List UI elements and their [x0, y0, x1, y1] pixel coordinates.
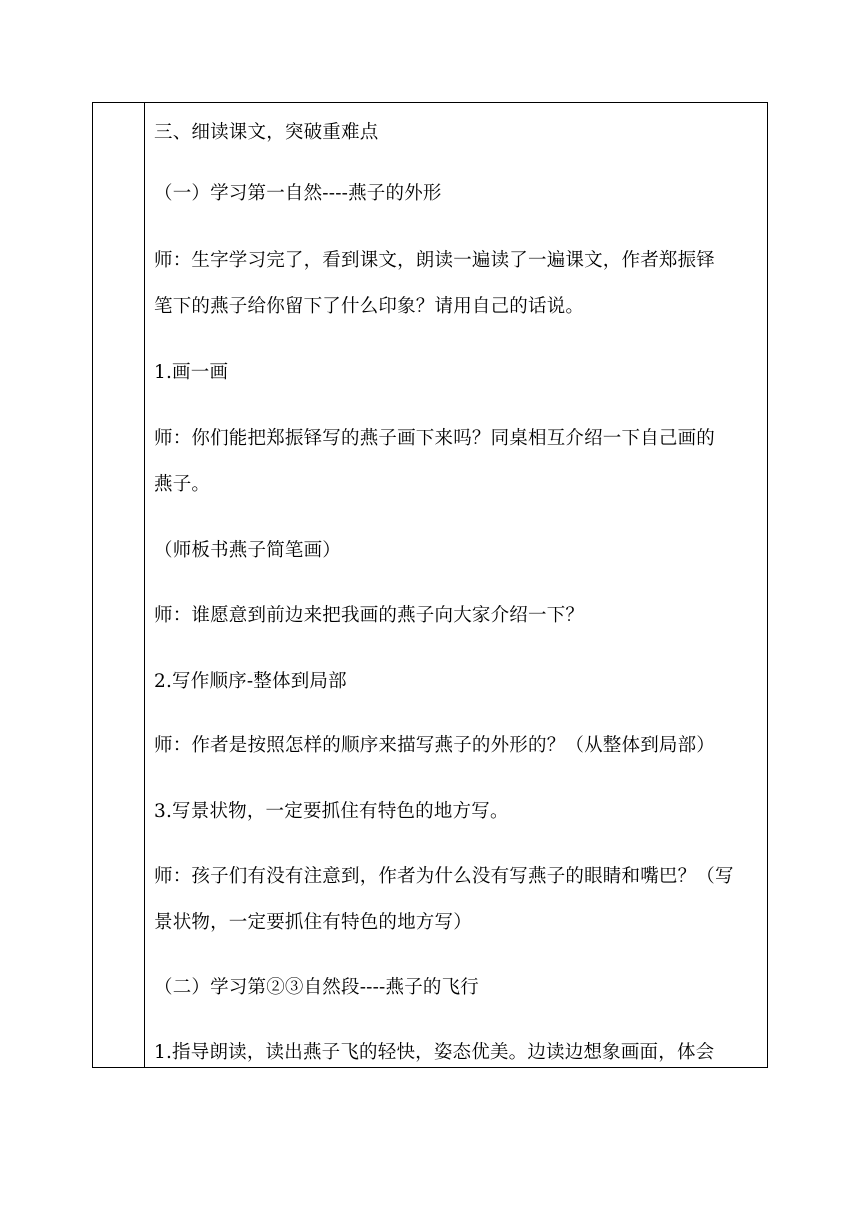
paragraph-line: （师板书燕子简笔画） — [154, 540, 342, 561]
table-content-cell — [145, 103, 767, 1067]
subsection-heading: （二）学习第②③自然段----燕子的飞行 — [154, 977, 480, 998]
paragraph-line: 师：谁愿意到前边来把我画的燕子向大家介绍一下？ — [154, 605, 585, 626]
paragraph-line: 师：孩子们有没有注意到，作者为什么没有写燕子的眼睛和嘴巴？（写 — [154, 866, 734, 887]
paragraph-line: 景状物，一定要抓住有特色的地方写） — [154, 912, 472, 933]
paragraph-line: 师：生字学习完了，看到课文，朗读一遍读了一遍课文，作者郑振铎 — [154, 250, 716, 271]
paragraph-line: 师：你们能把郑振铎写的燕子画下来吗？同桌相互介绍一下自己画的 — [154, 428, 716, 449]
paragraph-line: 笔下的燕子给你留下了什么印象？请用自己的话说。 — [154, 296, 585, 317]
numbered-item: 2.写作顺序-整体到局部 — [154, 671, 347, 692]
numbered-item: 1.指导朗读，读出燕子飞的轻快，姿态优美。边读边想象画面，体会 — [154, 1042, 715, 1063]
paragraph-line: 师：作者是按照怎样的顺序来描写燕子的外形的？（从整体到局部） — [154, 735, 716, 756]
lesson-table — [92, 102, 768, 1068]
numbered-item: 3.写景状物，一定要抓住有特色的地方写。 — [154, 801, 509, 822]
table-left-column — [93, 103, 145, 1067]
section-heading: 三、细读课文，突破重难点 — [154, 122, 379, 143]
paragraph-line: 燕子。 — [154, 474, 211, 495]
subsection-heading: （一）学习第一自然----燕子的外形 — [154, 183, 442, 204]
numbered-item: 1.画一画 — [154, 362, 229, 383]
